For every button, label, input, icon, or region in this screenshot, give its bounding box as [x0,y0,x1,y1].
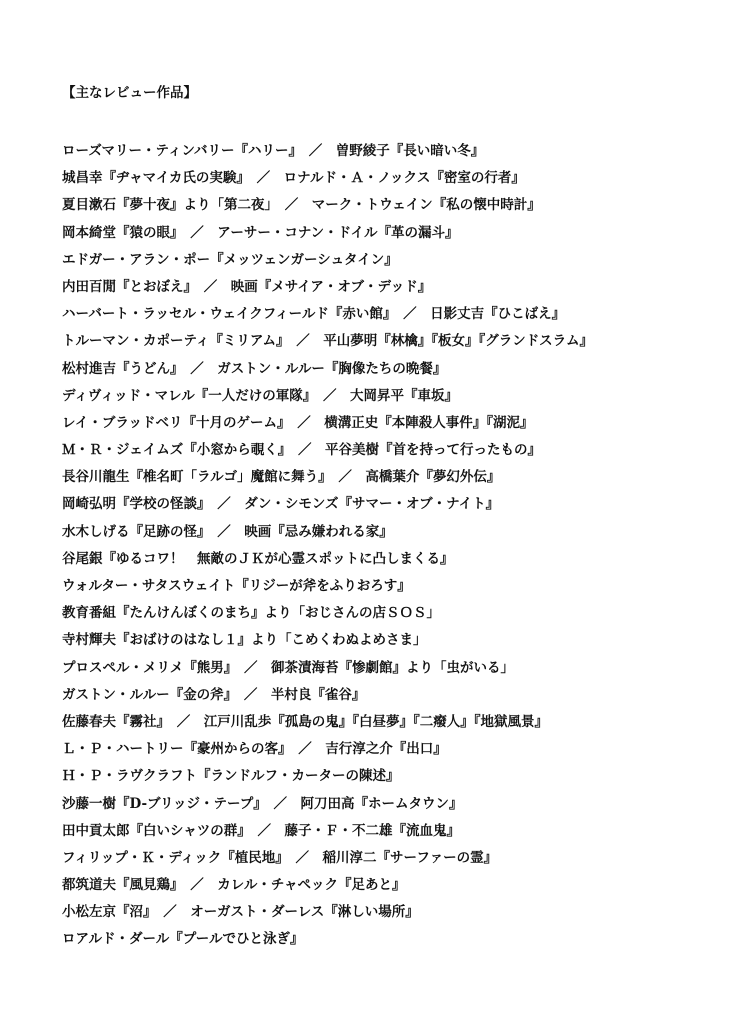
review-entry: ハーバート・ラッセル・ウェイクフィールド『赤い館』 ／ 日影丈吉『ひこばえ』 [62,306,566,323]
document-page [62,84,742,954]
review-entry: レイ・ブラッドベリ『十月のゲーム』 ／ 横溝正史『本陣殺人事件』『湖泥』 [62,414,534,431]
review-entry: 長谷川龍生『椎名町「ラルゴ」魔館に舞う』 ／ 高橋葉介『夢幻外伝』 [62,469,501,486]
review-entry: 小松左京『沼』 ／ オーガスト・ダーレス『淋しい場所』 [62,904,419,921]
review-entry: 水木しげる『足跡の怪』 ／ 映画『忌み嫌われる家』 [62,523,393,540]
review-entry: ウォルター・サタスウェイト『リジーが斧をふりおろす』 [62,578,411,594]
review-list [62,138,742,954]
review-entry: 城昌幸『ヂャマイカ氏の実験』 ／ ロナルド・Ａ・ノックス『密室の行者』 [62,170,525,187]
review-entry: 田中貢太郎『白いシャツの群』 ／ 藤子・Ｆ・不二雄『流血鬼』 [62,822,460,839]
review-entry: 都筑道夫『風見鶏』 ／ カレル・チャペック『足あと』 [62,877,406,894]
review-entry: Ｍ・Ｒ・ジェイムズ『小窓から覗く』 ／ 平谷美樹『首を持って行ったもの』 [62,442,541,459]
review-entry: ディヴィッド・マレル『一人だけの軍隊』 ／ 大岡昇平『車坂』 [62,387,459,404]
review-entry: プロスペル・メリメ『熊男』 ／ 御茶漬海苔『惨劇館』より「虫がいる」 [62,659,514,676]
review-entry: ガストン・ルルー『金の斧』 ／ 半村良『雀谷』 [62,686,366,703]
review-entry: トルーマン・カポーティ『ミリアム』 ／ 平山夢明『林檎』『板女』『グランドスラム』 [62,333,593,350]
review-entry: 沙藤一樹『D-ブリッジ・テープ』 ／ 阿刀田高『ホームタウン』 [62,795,463,812]
review-entry: 佐藤春夫『霧社』 ／ 江戸川乱歩『孤島の鬼』『白昼夢』『二癈人』『地獄風景』 [62,713,548,730]
review-entry: 夏目漱石『夢十夜』より「第二夜」 ／ マーク・トウェイン『私の懐中時計』 [62,197,541,214]
review-entry: 教育番組『たんけんぼくのまち』より「おじさんの店ＳＯＳ」 [62,605,440,622]
review-entry: 岡崎弘明『学校の怪談』 ／ ダン・シモンズ『サマー・オブ・ナイト』 [62,496,500,513]
review-entry: 内田百閒『とおぼえ』 ／ 映画『メサイア・オブ・デッド』 [62,278,432,295]
review-entry: ローズマリー・ティンバリー『ハリー』 ／ 曽野綾子『長い暗い冬』 [62,143,485,159]
section-heading: 【主なレビュー作品】 [62,85,197,101]
review-entry: Ｌ・Ｐ・ハートリー『豪州からの客』 ／ 吉行淳之介『出口』 [62,741,447,758]
review-entry: 寺村輝夫『おばけのはなし１』より「こめくわぬよめさま」 [62,632,427,649]
review-entry: フィリップ・Ｋ・ディック『植民地』 ／ 稲川淳二『サーファーの霊』 [62,849,498,866]
review-entry: 谷尾銀『ゆるコワ！ 無敵のＪＫが心霊スポットに凸しまくる』 [62,550,454,567]
review-entry: エドガー・アラン・ポー『メッツェンガーシュタイン』 [62,251,398,268]
review-entry: ロアルド・ダール『プールでひと泳ぎ』 [62,931,304,948]
review-entry: Ｈ・Ｐ・ラヴクラフト『ランドルフ・カーターの陳述』 [62,768,400,785]
review-entry: 松村進吉『うどん』 ／ ガストン・ルルー『胸像たちの晩餐』 [62,360,447,377]
review-entry: 岡本綺堂『猿の眼』 ／ アーサー・コナン・ドイル『革の漏斗』 [62,224,459,241]
